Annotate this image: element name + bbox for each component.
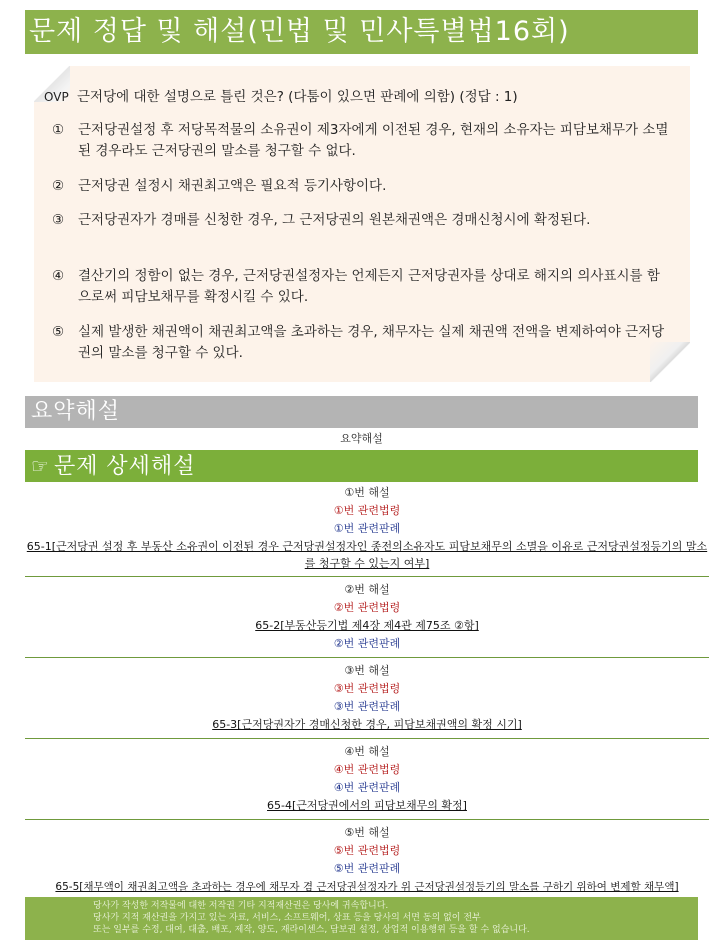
option-number: ② [52,178,65,194]
option-1 [52,120,672,162]
footer-line-3: 또는 일부를 수정, 대여, 대출, 배포, 제작, 양도, 재라이센스, 담보권 설정, 상업적 이용행위 등을 할 수 없습니다. [93,925,530,935]
page-title: 문제 정답 및 해설(민법 및 민사특별법16회) [25,10,698,54]
question-stem [44,88,684,106]
option-2 [52,176,672,197]
case-link[interactable]: ④번 관련판례 [333,781,401,794]
detail-block-4 [25,743,709,820]
footer-line-1: 당사가 작성한 저작물에 대한 저작권 기타 지적재산권은 당사에 귀속합니다. [93,901,389,911]
option-number: ① [52,122,65,138]
reference-link[interactable]: 65-5[채무액이 채권최고액을 초과하는 경우에 채무자 겸 근저당권설정자가 위 근저당권설정등기의 말소를 구하기 위하여 변제할 채무액] [55,881,679,893]
pointing-hand-icon: ☞ [31,454,50,478]
case-link[interactable]: ①번 관련판례 [333,522,401,535]
law-link[interactable]: ③번 관련법령 [333,682,401,695]
case-link[interactable]: ③번 관련판례 [333,700,401,713]
option-text: 결산기의 정함이 없는 경우, 근저당권설정자는 언제든지 근저당권자를 상대로 해지의 의사표시를 함으로써 피담보채무를 확정시킬 수 있다. [78,268,660,305]
option-text: 실제 발생한 채권액이 채권최고액을 초과하는 경우, 채무자는 실제 채권액 전액을 변제하여야 근저당권의 말소를 청구할 수 있다. [78,324,665,361]
explain-link[interactable]: ②번 해설 [344,583,390,596]
law-link[interactable]: ⑤번 관련법령 [333,844,401,857]
explain-link[interactable]: ⑤번 해설 [344,826,390,839]
option-text: 근저당권자가 경매를 신청한 경우, 그 근저당권의 원본채권액은 경매신청시에 확정된다. [78,212,591,228]
summary-text: 요약해설 [340,432,383,445]
reference-link[interactable]: 65-3[근저당권자가 경매신청한 경우, 피담보채권액의 확정 시기] [212,718,522,731]
detail-block-1 [25,484,709,577]
question-card [34,66,690,382]
case-link[interactable]: ⑤번 관련판례 [333,862,401,875]
question-prefix: OVP [44,90,69,104]
explain-link[interactable]: ④번 해설 [344,745,390,758]
summary-heading: 요약해설 [25,396,698,428]
detail-heading [25,450,698,482]
case-link[interactable]: ②번 관련판례 [333,637,401,650]
detail-heading-text: 문제 상세해설 [53,454,196,479]
law-link[interactable]: ④번 관련법령 [333,763,401,776]
detail-block-3 [25,662,709,739]
reference-link[interactable]: 65-1[근저당권 설정 후 부동산 소유권이 이전된 경우 근저당권설정자인 종전의소유자도 피담보채무의 소멸을 이유로 근저당권설정등기의 말소를 청구할 수 있는지 여부] [26,540,708,570]
detail-block-5 [25,824,709,900]
law-link[interactable]: ①번 관련법령 [333,504,401,517]
footer-line-2: 당사가 지적 재산권을 가지고 있는 자료, 서비스, 소프트웨어, 상표 등을 당사의 서면 동의 없이 전부 [93,913,481,923]
law-link[interactable]: ②번 관련법령 [333,601,401,614]
option-number: ⑤ [52,324,65,340]
option-4 [52,266,672,308]
option-5 [52,322,672,364]
detail-block-2 [25,581,709,658]
explain-link[interactable]: ③번 해설 [344,664,390,677]
explain-link[interactable]: ①번 해설 [344,486,390,499]
option-text: 근저당권설정 후 저당목적물의 소유권이 제3자에게 이전된 경우, 현재의 소유자는 피담보채무가 소멸된 경우라도 근저당권의 말소를 청구할 수 없다. [78,122,669,159]
option-3 [52,210,672,231]
option-text: 근저당권 설정시 채권최고액은 필요적 등기사항이다. [78,178,387,194]
copyright-footer [25,897,698,940]
reference-link[interactable]: 65-4[근저당권에서의 피담보채무의 확정] [267,799,467,812]
option-number: ③ [52,212,65,228]
reference-link[interactable]: 65-2[부동산등기법 제4장 제4관 제75조 ②항] [255,619,479,632]
question-text: 근저당에 대한 설명으로 틀린 것은? (다툼이 있으면 판례에 의함) (정답 : 1) [76,89,518,105]
detail-list [25,484,709,904]
option-number: ④ [52,268,65,284]
